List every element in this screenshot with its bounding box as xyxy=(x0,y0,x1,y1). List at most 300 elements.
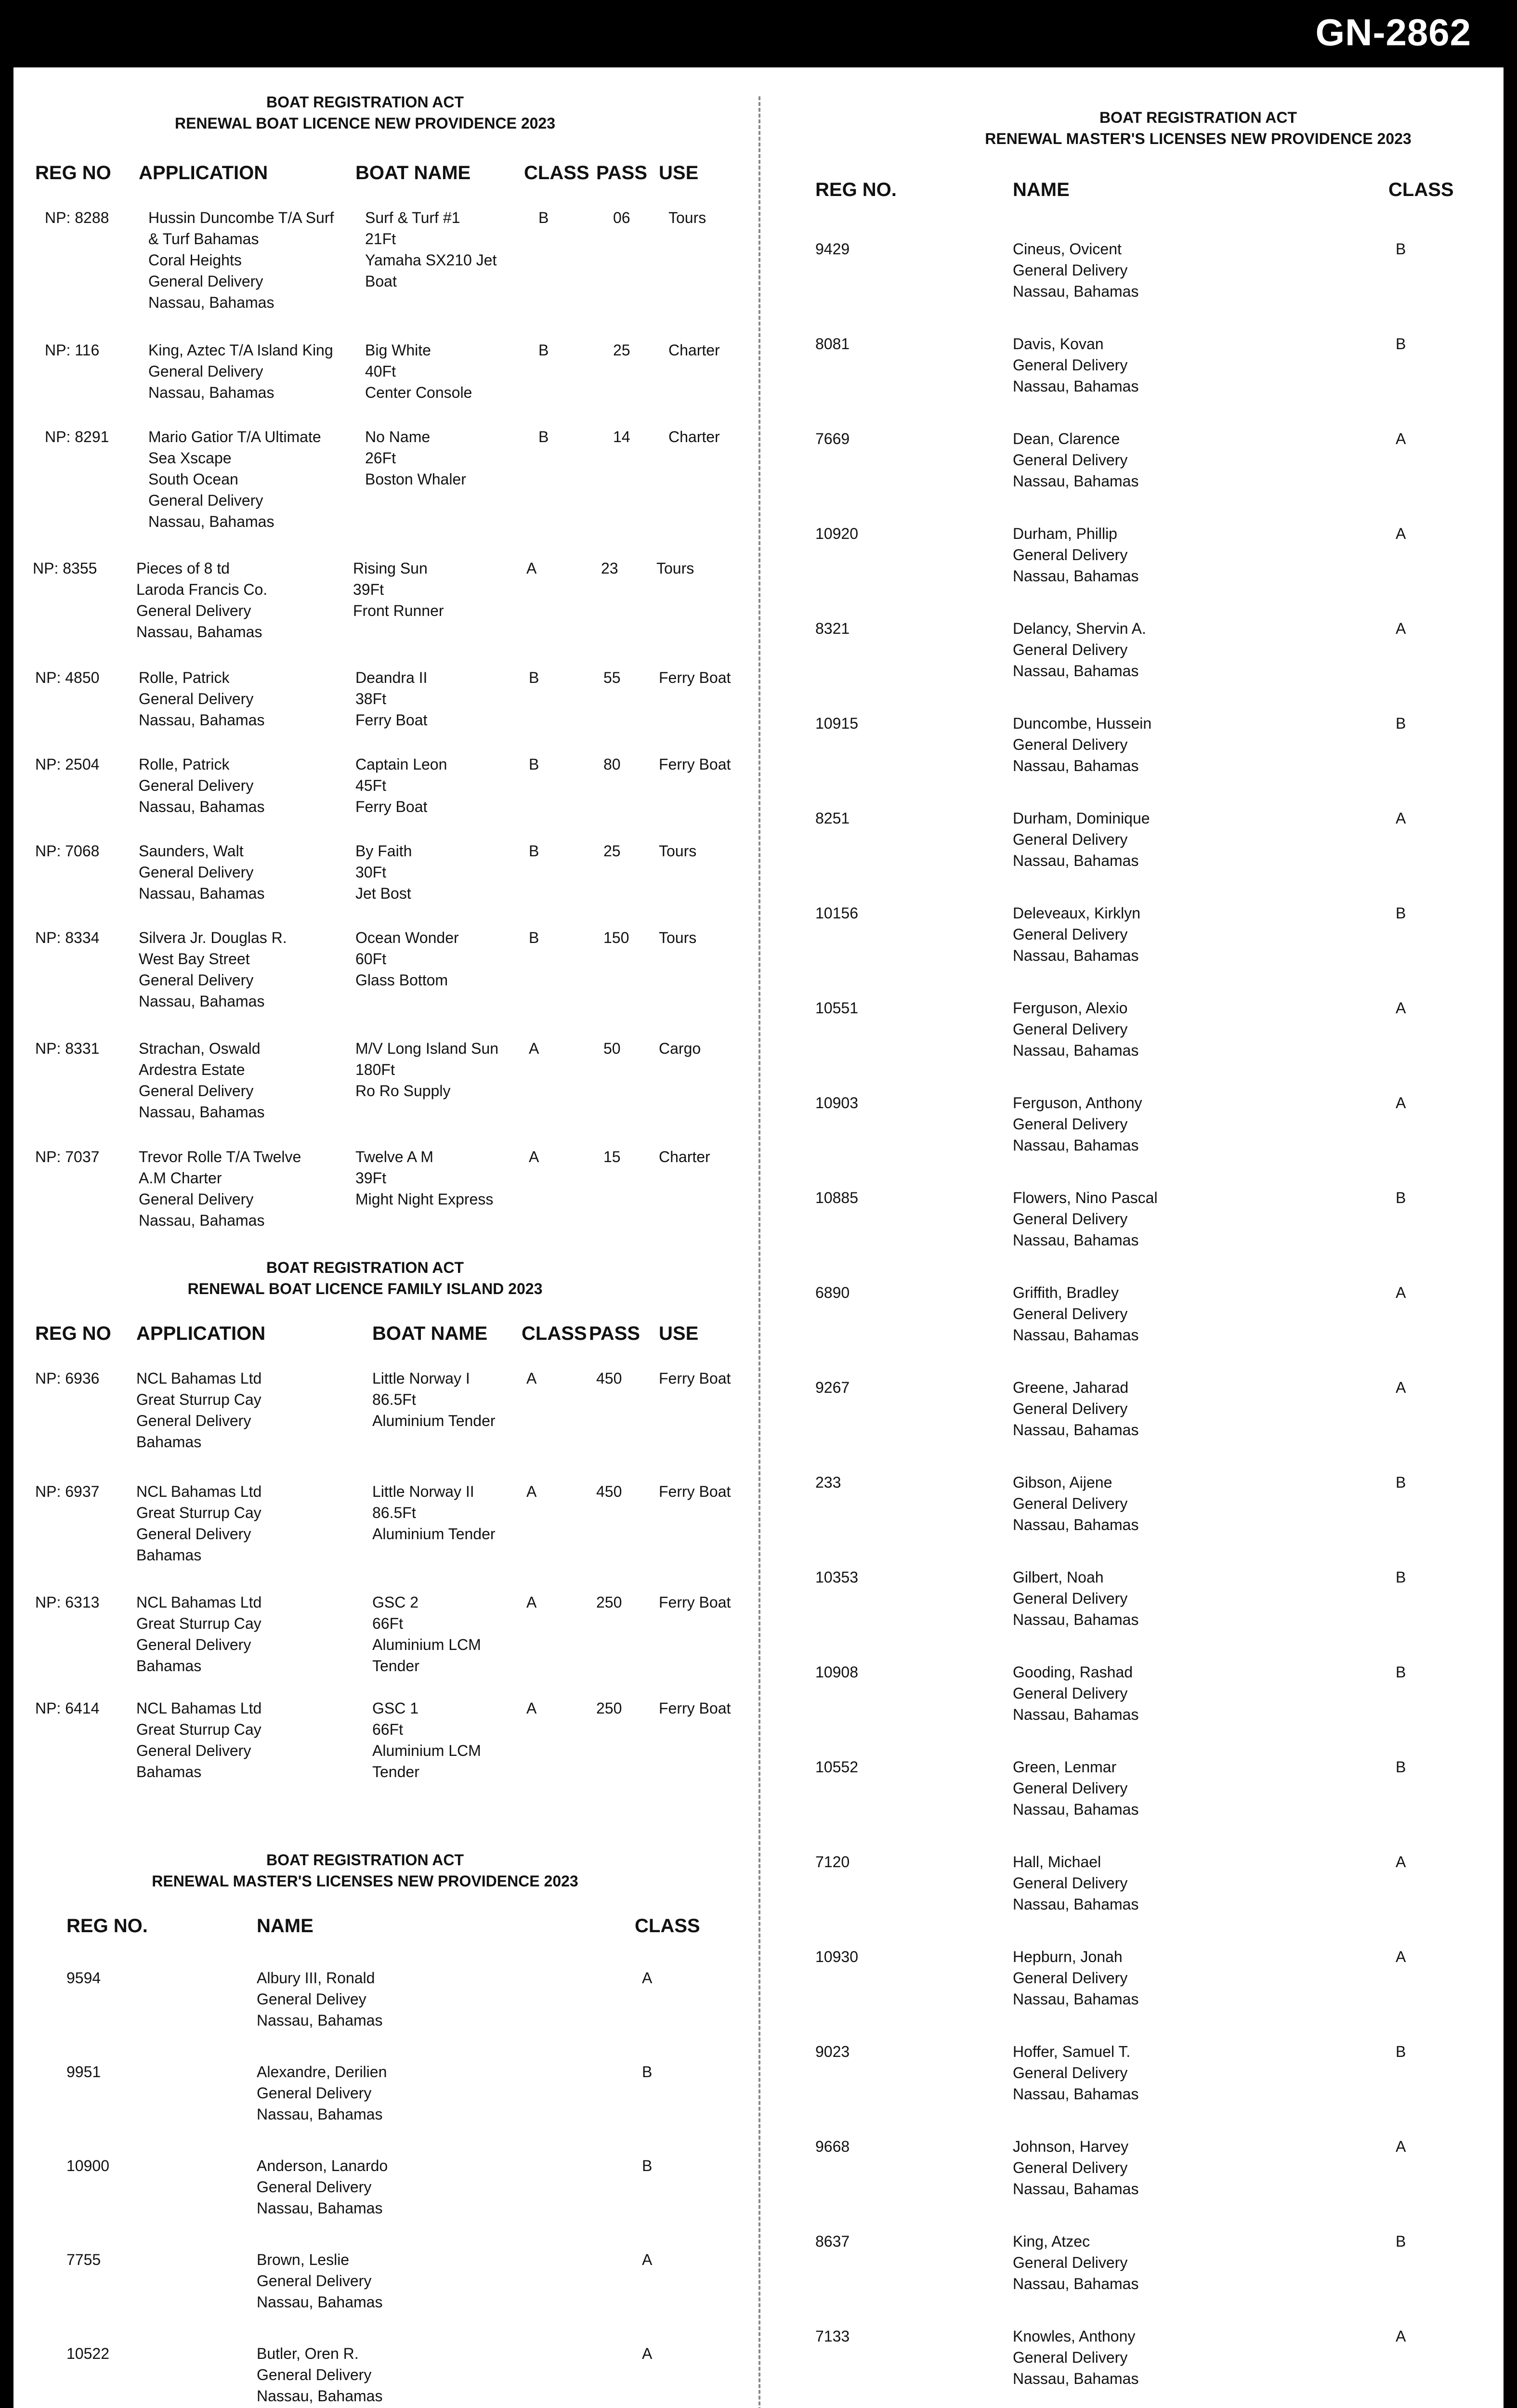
license-class: B xyxy=(1396,904,1406,922)
applicant xyxy=(139,1038,264,1123)
licensee xyxy=(1013,997,1138,1061)
licensee-line: General Delivery xyxy=(1013,2159,1128,2176)
passengers: 15 xyxy=(603,1148,621,1165)
applicant-line: General Delivery xyxy=(148,492,263,509)
licensee xyxy=(1013,428,1138,492)
applicant-line: Rolle, Patrick xyxy=(139,669,230,686)
license-class: B xyxy=(642,2157,653,2174)
reg-no: 9023 xyxy=(815,2043,850,2060)
applicant-line: General Delivery xyxy=(136,1742,251,1759)
header-boat-name: BOAT NAME xyxy=(355,162,471,183)
applicant-line: Nassau, Bahamas xyxy=(139,1212,265,1229)
boat-details-line: Surf & Turf #1 xyxy=(365,209,460,226)
licensee xyxy=(257,2155,388,2219)
reg-no: NP: 6414 xyxy=(35,1700,100,1717)
reg-no: 233 xyxy=(815,1474,841,1491)
column-divider xyxy=(758,96,760,2408)
boat-use: Ferry Boat xyxy=(659,669,731,686)
licensee-line: Hepburn, Jonah xyxy=(1013,1948,1123,1965)
licensee-line: Nassau, Bahamas xyxy=(1013,283,1139,300)
applicant-line: Nassau, Bahamas xyxy=(139,711,265,729)
licensee-line: Nassau, Bahamas xyxy=(1013,1706,1139,1723)
section-subheading: RENEWAL BOAT LICENCE FAMILY ISLAND 2023 xyxy=(187,1280,543,1297)
passengers: 250 xyxy=(596,1594,622,1611)
boat-use: Charter xyxy=(659,1148,710,1165)
boat-details-line: 30Ft xyxy=(355,864,387,881)
boat-use: Ferry Boat xyxy=(659,1594,731,1611)
applicant xyxy=(139,754,264,817)
reg-no: 10353 xyxy=(815,1569,858,1586)
licensee xyxy=(1013,713,1151,776)
licensee xyxy=(1013,238,1138,302)
licensee xyxy=(1013,1377,1138,1440)
boat-details-line: Captain Leon xyxy=(355,756,447,773)
licensee-line: General Delivery xyxy=(1013,831,1128,848)
boat-details-line: 66Ft xyxy=(372,1615,404,1632)
boat-class: B xyxy=(529,842,539,860)
licensee-line: Nassau, Bahamas xyxy=(1013,1896,1139,1913)
boat-details-line: Rising Sun xyxy=(353,560,428,577)
licensee-line: General Delivery xyxy=(1013,356,1128,374)
section-heading: BOAT REGISTRATION ACT xyxy=(266,1259,464,1276)
reg-no: 10551 xyxy=(815,999,858,1017)
licensee-line: King, Atzec xyxy=(1013,2233,1090,2250)
licensee-line: Green, Lenmar xyxy=(1013,1758,1117,1776)
reg-no: NP: 8331 xyxy=(35,1040,100,1057)
reg-no: NP: 8334 xyxy=(35,929,100,946)
licensee xyxy=(1013,1662,1138,1725)
licensee xyxy=(257,1967,382,2031)
applicant-line: Bahamas xyxy=(136,1763,202,1780)
applicant xyxy=(136,1592,262,1676)
boat-details xyxy=(355,927,459,991)
applicant-line: Nassau, Bahamas xyxy=(139,798,265,815)
boat-details-line: Ferry Boat xyxy=(355,798,428,815)
passengers: 50 xyxy=(603,1040,621,1057)
licensee-line: Nassau, Bahamas xyxy=(1013,757,1139,774)
licensee xyxy=(1013,1567,1138,1630)
applicant-line: Sea Xscape xyxy=(148,449,232,467)
boat-details-line: By Faith xyxy=(355,842,412,860)
reg-no: 10903 xyxy=(815,1094,858,1112)
passengers: 80 xyxy=(603,756,621,773)
section-subheading: RENEWAL MASTER'S LICENSES NEW PROVIDENCE 2023 xyxy=(152,1872,578,1890)
licensee-line: Ferguson, Anthony xyxy=(1013,1094,1142,1112)
boat-fi-title xyxy=(124,1257,606,1299)
licensee xyxy=(1013,2326,1138,2389)
header-use: USE xyxy=(659,1323,699,1344)
boat-details-line: Ro Ro Supply xyxy=(355,1082,451,1099)
licensee-line: Nassau, Bahamas xyxy=(1013,662,1139,680)
applicant-line: General Delivery xyxy=(136,1525,251,1543)
boat-use: Ferry Boat xyxy=(659,756,731,773)
applicant-line: General Delivery xyxy=(139,777,254,794)
reg-no: NP: 6937 xyxy=(35,1483,100,1500)
boat-details-line: Little Norway II xyxy=(372,1483,474,1500)
boat-class: B xyxy=(529,929,539,946)
applicant-line: NCL Bahamas Ltd xyxy=(136,1700,262,1717)
header-pass: PASS xyxy=(589,1323,640,1344)
licensee xyxy=(1013,2231,1138,2294)
boat-class: B xyxy=(529,669,539,686)
licensee-line: General Delivery xyxy=(1013,2349,1128,2366)
licensee-line: General Delivery xyxy=(1013,1685,1128,1702)
licensee xyxy=(257,2061,387,2125)
boat-details-line: 86.5Ft xyxy=(372,1504,416,1521)
applicant-line: Nassau, Bahamas xyxy=(139,993,265,1010)
licensee-line: Nassau, Bahamas xyxy=(1013,1421,1139,1439)
licensee xyxy=(1013,903,1140,966)
licensee xyxy=(257,2249,382,2313)
licensee-line: Deleveaux, Kirklyn xyxy=(1013,904,1140,922)
applicant-line: Nassau, Bahamas xyxy=(148,384,275,401)
applicant-line: West Bay Street xyxy=(139,950,250,968)
license-class: B xyxy=(642,2063,653,2081)
applicant-line: General Delivery xyxy=(148,363,263,380)
applicant-line: General Delivery xyxy=(139,1191,254,1208)
applicant-line: Nassau, Bahamas xyxy=(139,1103,265,1121)
licensee xyxy=(1013,618,1146,681)
licensee-line: Nassau, Bahamas xyxy=(1013,852,1139,869)
licensee-line: Gilbert, Noah xyxy=(1013,1569,1104,1586)
licensee-line: Nassau, Bahamas xyxy=(257,2106,383,2123)
boat-details-line: Ocean Wonder xyxy=(355,929,459,946)
boat-details-line: Aluminium LCM xyxy=(372,1636,481,1653)
licensee-line: Nassau, Bahamas xyxy=(1013,1801,1139,1818)
applicant-line: Mario Gatior T/A Ultimate xyxy=(148,428,321,445)
boat-details-line: M/V Long Island Sun xyxy=(355,1040,499,1057)
boat-class: B xyxy=(538,341,549,359)
licensee-line: Ferguson, Alexio xyxy=(1013,999,1128,1017)
boat-details xyxy=(365,340,472,403)
licensee-line: Dean, Clarence xyxy=(1013,430,1120,447)
applicant xyxy=(136,1481,262,1566)
boat-details-line: 39Ft xyxy=(353,581,384,598)
licensee-line: Nassau, Bahamas xyxy=(257,2387,383,2405)
license-class: A xyxy=(1396,1379,1406,1396)
reg-no: 10930 xyxy=(815,1948,858,1965)
boat-use: Charter xyxy=(668,428,720,445)
license-class: A xyxy=(1396,1284,1406,1301)
licensee-line: General Delivery xyxy=(1013,641,1128,658)
licensee-line: Durham, Dominique xyxy=(1013,810,1150,827)
boat-use: Ferry Boat xyxy=(659,1370,731,1387)
licensee-line: General Delivery xyxy=(1013,1210,1128,1228)
passengers: 06 xyxy=(613,209,630,226)
license-class: B xyxy=(1396,1569,1406,1586)
boat-details-line: Tender xyxy=(372,1657,419,1675)
applicant-line: Bahamas xyxy=(136,1657,202,1675)
license-class: A xyxy=(1396,430,1406,447)
boat-details-line: Boat xyxy=(365,273,397,290)
applicant-line: South Ocean xyxy=(148,471,238,488)
applicant-line: Trevor Rolle T/A Twelve xyxy=(139,1148,301,1165)
reg-no: 8081 xyxy=(815,335,850,353)
applicant-line: General Delivery xyxy=(136,1636,251,1653)
reg-no: 9668 xyxy=(815,2138,850,2155)
boat-details-line: Deandra II xyxy=(355,669,428,686)
licensee-line: Nassau, Bahamas xyxy=(1013,1326,1139,1344)
licensee-line: Gooding, Rashad xyxy=(1013,1663,1133,1681)
header-name: NAME xyxy=(257,1915,314,1937)
licensee-line: General Delivery xyxy=(257,2272,372,2290)
reg-no: 10920 xyxy=(815,525,858,542)
reg-no: NP: 116 xyxy=(45,341,100,359)
license-class: B xyxy=(1396,2233,1406,2250)
licensee-line: General Delivery xyxy=(1013,1305,1128,1322)
boat-details xyxy=(365,207,497,292)
applicant-line: Nassau, Bahamas xyxy=(136,623,262,641)
licensee-line: General Delivery xyxy=(1013,1115,1128,1133)
boat-details-line: Aluminium Tender xyxy=(372,1525,496,1543)
section-subheading: RENEWAL MASTER'S LICENSES NEW PROVIDENCE 2023 xyxy=(985,130,1412,147)
reg-no: 9267 xyxy=(815,1379,850,1396)
licensee-line: Duncombe, Hussein xyxy=(1013,715,1152,732)
boat-class: A xyxy=(529,1040,539,1057)
boat-use: Cargo xyxy=(659,1040,701,1057)
licensee-line: Anderson, Lanardo xyxy=(257,2157,388,2174)
reg-no: NP: 2504 xyxy=(35,756,100,773)
header-class: CLASS xyxy=(524,162,589,183)
licensee-line: Cineus, Ovicent xyxy=(1013,240,1122,258)
license-class: B xyxy=(1396,240,1406,258)
applicant-line: Pieces of 8 td xyxy=(136,560,230,577)
reg-no: 10156 xyxy=(815,904,858,922)
boat-details xyxy=(355,1146,493,1210)
boat-class: B xyxy=(538,209,549,226)
licensee-line: Nassau, Bahamas xyxy=(1013,567,1139,585)
reg-no: 10900 xyxy=(66,2157,109,2174)
masters-left-title xyxy=(124,1849,606,1892)
licensee-line: Durham, Phillip xyxy=(1013,525,1117,542)
license-class: A xyxy=(1396,2138,1406,2155)
licensee-line: General Delivery xyxy=(1013,262,1128,279)
license-class: B xyxy=(1396,715,1406,732)
licensee-line: Nassau, Bahamas xyxy=(1013,1137,1139,1154)
applicant-line: King, Aztec T/A Island King xyxy=(148,341,333,359)
boat-details-line: GSC 1 xyxy=(372,1700,419,1717)
reg-no: 7133 xyxy=(815,2328,850,2345)
applicant-line: Great Sturrup Cay xyxy=(136,1721,262,1738)
licensee-line: Nassau, Bahamas xyxy=(1013,2180,1139,2198)
licensee-line: Knowles, Anthony xyxy=(1013,2328,1136,2345)
reg-no: 7120 xyxy=(815,1853,850,1871)
licensee-line: Albury III, Ronald xyxy=(257,1969,375,1987)
boat-details-line: Tender xyxy=(372,1763,419,1780)
header-boat-name: BOAT NAME xyxy=(372,1323,488,1344)
licensee-line: General Delivery xyxy=(1013,926,1128,943)
applicant-line: Laroda Francis Co. xyxy=(136,581,268,598)
licensee-line: Nassau, Bahamas xyxy=(257,2199,383,2217)
licensee-line: Flowers, Nino Pascal xyxy=(1013,1189,1158,1206)
applicant-line: Bahamas xyxy=(136,1546,202,1564)
applicant-line: & Turf Bahamas xyxy=(148,230,259,248)
licensee xyxy=(1013,523,1138,587)
header-class: CLASS xyxy=(522,1323,587,1344)
applicant-line: General Delivery xyxy=(136,602,251,619)
licensee-line: General Delivery xyxy=(1013,1021,1128,1038)
licensee-line: General Delivery xyxy=(257,2178,372,2196)
applicant xyxy=(136,558,267,642)
applicant-line: Great Sturrup Cay xyxy=(136,1391,262,1408)
applicant-line: General Delivery xyxy=(136,1412,251,1429)
header-class: CLASS xyxy=(635,1915,700,1937)
licensee-line: General Delivery xyxy=(1013,451,1128,469)
license-class: A xyxy=(1396,810,1406,827)
licensee xyxy=(1013,1946,1138,2010)
licensee xyxy=(1013,808,1150,871)
applicant xyxy=(136,1368,262,1453)
boat-class: A xyxy=(526,560,537,577)
licensee-line: General Delivery xyxy=(1013,1495,1128,1512)
applicant-line: General Delivery xyxy=(139,971,254,989)
boat-class: A xyxy=(526,1483,537,1500)
licensee-line: Nassau, Bahamas xyxy=(1013,2370,1139,2387)
licensee-line: General Delivery xyxy=(257,2084,372,2102)
boat-details-line: 38Ft xyxy=(355,690,387,707)
licensee-line: Johnson, Harvey xyxy=(1013,2138,1129,2155)
boat-np-title xyxy=(124,92,606,134)
applicant-line: NCL Bahamas Ltd xyxy=(136,1370,262,1387)
reg-no: 10908 xyxy=(815,1663,858,1681)
license-class: B xyxy=(1396,1663,1406,1681)
header-pass: PASS xyxy=(596,162,647,183)
boat-use: Tours xyxy=(668,209,706,226)
applicant-line: NCL Bahamas Ltd xyxy=(136,1594,262,1611)
boat-use: Ferry Boat xyxy=(659,1483,731,1500)
boat-details-line: GSC 2 xyxy=(372,1594,419,1611)
licensee xyxy=(1013,333,1138,397)
licensee-line: Nassau, Bahamas xyxy=(1013,2275,1139,2292)
boat-details-line: Glass Bottom xyxy=(355,971,448,989)
licensee-line: General Delivery xyxy=(1013,1780,1128,1797)
boat-class: A xyxy=(526,1700,537,1717)
applicant-line: Strachan, Oswald xyxy=(139,1040,261,1057)
passengers: 150 xyxy=(603,929,629,946)
license-class: B xyxy=(1396,1189,1406,1206)
licensee-line: General Delivery xyxy=(257,2366,372,2383)
licensee-line: Hall, Michael xyxy=(1013,1853,1101,1871)
reg-no: NP: 6936 xyxy=(35,1370,100,1387)
licensee-line: Alexandre, Derilien xyxy=(257,2063,387,2081)
applicant xyxy=(139,840,264,904)
applicant xyxy=(148,340,333,403)
applicant-line: Great Sturrup Cay xyxy=(136,1504,262,1521)
reg-no: 10915 xyxy=(815,715,858,732)
header-use: USE xyxy=(659,162,699,183)
licensee-line: Nassau, Bahamas xyxy=(1013,378,1139,395)
masters-right-title xyxy=(880,107,1504,149)
passengers: 450 xyxy=(596,1483,622,1500)
reg-no: NP: 8291 xyxy=(45,428,109,445)
passengers: 250 xyxy=(596,1700,622,1717)
reg-no: 10522 xyxy=(66,2345,109,2362)
reg-no: NP: 8355 xyxy=(33,560,97,577)
licensee xyxy=(1013,1756,1138,1820)
header-application: APPLICATION xyxy=(136,1323,266,1344)
license-class: A xyxy=(1396,620,1406,637)
reg-no: 7755 xyxy=(66,2251,101,2268)
licensee-line: General Delivery xyxy=(1013,2254,1128,2271)
boat-class: B xyxy=(529,756,539,773)
applicant-line: General Delivery xyxy=(148,273,263,290)
licensee-line: Griffith, Bradley xyxy=(1013,1284,1119,1301)
notice-id: GN-2862 xyxy=(1315,11,1471,53)
boat-details-line: Big White xyxy=(365,341,431,359)
boat-details-line: Jet Bost xyxy=(355,885,411,902)
boat-details-line: 40Ft xyxy=(365,363,396,380)
applicant-line: Nassau, Bahamas xyxy=(139,885,265,902)
applicant-line: Bahamas xyxy=(136,1433,202,1451)
boat-details-line: Boston Whaler xyxy=(365,471,466,488)
boat-details-line: Yamaha SX210 Jet xyxy=(365,251,497,269)
boat-details-line: 180Ft xyxy=(355,1061,395,1078)
boat-details-line: Aluminium LCM xyxy=(372,1742,481,1759)
reg-no: 10885 xyxy=(815,1189,858,1206)
applicant-line: Coral Heights xyxy=(148,251,242,269)
boat-details xyxy=(355,1038,498,1101)
boat-details-line: Little Norway I xyxy=(372,1370,470,1387)
license-class: A xyxy=(1396,1948,1406,1965)
license-class: B xyxy=(1396,1474,1406,1491)
boat-use: Charter xyxy=(668,341,720,359)
applicant xyxy=(139,1146,301,1231)
passengers: 23 xyxy=(601,560,618,577)
boat-details-line: No Name xyxy=(365,428,431,445)
applicant-line: Rolle, Patrick xyxy=(139,756,230,773)
licensee-line: Davis, Kovan xyxy=(1013,335,1104,353)
reg-no: NP: 4850 xyxy=(35,669,100,686)
applicant-line: A.M Charter xyxy=(139,1169,222,1187)
applicant xyxy=(148,426,321,532)
boat-details-line: Center Console xyxy=(365,384,472,401)
licensee xyxy=(1013,1472,1138,1535)
license-class: A xyxy=(1396,1094,1406,1112)
licensee-line: Greene, Jaharad xyxy=(1013,1379,1129,1396)
licensee-line: General Delivery xyxy=(1013,736,1128,753)
license-class: A xyxy=(1396,1853,1406,1871)
reg-no: 9429 xyxy=(815,240,850,258)
licensee xyxy=(1013,1282,1138,1346)
reg-no: 9594 xyxy=(66,1969,101,1987)
licensee-line: Nassau, Bahamas xyxy=(1013,1231,1139,1249)
licensee-line: Nassau, Bahamas xyxy=(1013,1611,1139,1628)
license-class: A xyxy=(1396,525,1406,542)
reg-no: 8251 xyxy=(815,810,850,827)
boat-details-line: 45Ft xyxy=(355,777,387,794)
section-heading: BOAT REGISTRATION ACT xyxy=(266,1851,464,1869)
section-heading: BOAT REGISTRATION ACT xyxy=(266,93,464,111)
reg-no: NP: 6313 xyxy=(35,1594,100,1611)
applicant-line: Hussin Duncombe T/A Surf xyxy=(148,209,334,226)
license-class: A xyxy=(1396,999,1406,1017)
licensee-line: Gibson, Aijene xyxy=(1013,1474,1112,1491)
applicant-line: General Delivery xyxy=(139,690,254,707)
licensee-line: General Delivery xyxy=(1013,1400,1128,1417)
licensee-line: Nassau, Bahamas xyxy=(257,2012,383,2029)
applicant xyxy=(136,1698,262,1782)
header-name: NAME xyxy=(1013,179,1070,200)
boat-details xyxy=(372,1698,481,1782)
reg-no: 7669 xyxy=(815,430,850,447)
licensee-line: Nassau, Bahamas xyxy=(257,2293,383,2311)
passengers: 25 xyxy=(613,341,630,359)
boat-details-line: 21Ft xyxy=(365,230,396,248)
reg-no: 9951 xyxy=(66,2063,101,2081)
license-class: B xyxy=(1396,1758,1406,1776)
boat-class: A xyxy=(529,1148,539,1165)
boat-use: Tours xyxy=(659,929,697,946)
